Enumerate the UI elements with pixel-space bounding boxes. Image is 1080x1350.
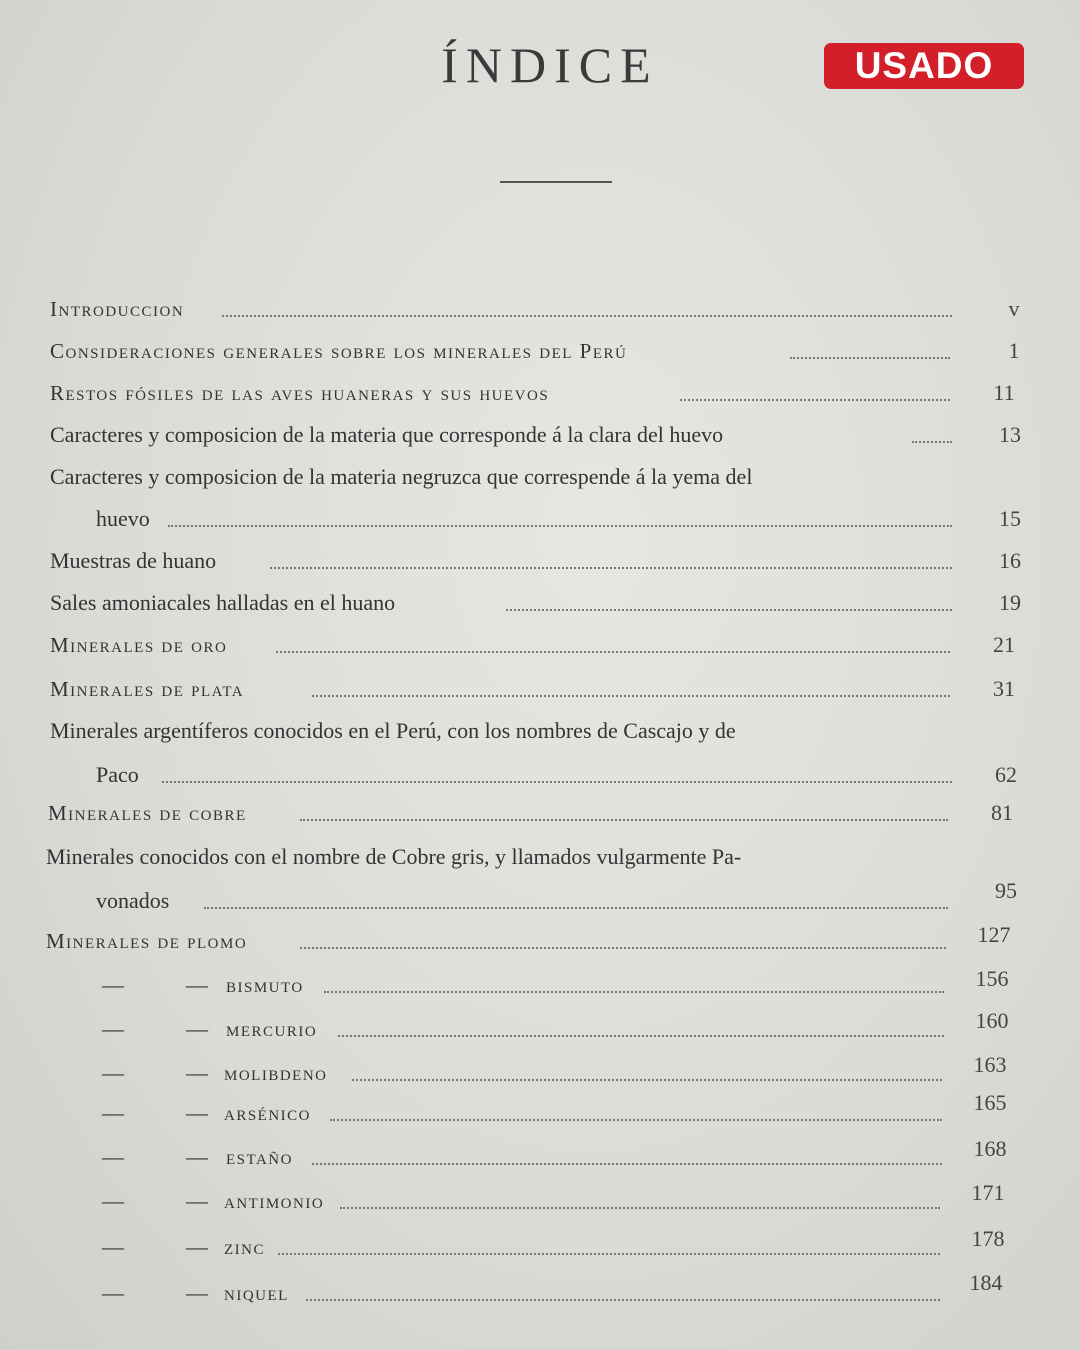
toc-entry-label: Minerales de oro xyxy=(50,633,228,657)
dot-leader xyxy=(790,357,950,359)
dot-leader xyxy=(276,651,950,653)
toc-entry-page: 15 xyxy=(999,506,1021,531)
toc-entry-label: molibdeno xyxy=(224,1061,328,1085)
toc-entry-continuation xyxy=(0,760,1080,790)
ditto-dash: — xyxy=(102,972,124,997)
toc-entry-label: antimonio xyxy=(224,1189,325,1213)
toc-entry-label: mercurio xyxy=(226,1017,318,1041)
toc-entry-page: 81 xyxy=(991,800,1013,825)
toc-entry xyxy=(0,922,1080,956)
ditto-dash: — xyxy=(102,1100,124,1125)
ditto-dash: — xyxy=(102,1280,124,1305)
toc-sub-entry xyxy=(0,1090,1080,1128)
dot-leader xyxy=(506,609,952,611)
ditto-dash: — xyxy=(102,1060,124,1085)
toc-sub-entry xyxy=(0,1136,1080,1172)
toc-sub-entry xyxy=(0,1226,1080,1262)
dot-leader xyxy=(312,1163,942,1165)
toc-entry-page: 19 xyxy=(999,590,1021,615)
dot-leader xyxy=(312,695,950,697)
toc-entry xyxy=(0,798,1080,828)
toc-entry-label: Introduccion xyxy=(50,297,185,321)
toc-entry-page: 31 xyxy=(993,676,1015,701)
toc-entry xyxy=(0,716,1080,746)
dot-leader xyxy=(270,567,952,569)
toc-entry-label: niquel xyxy=(224,1281,289,1305)
dot-leader xyxy=(352,1079,942,1081)
toc-entry-label: Minerales de plomo xyxy=(46,929,248,953)
ditto-dash: — xyxy=(186,1188,208,1213)
toc-entry-page: 171 xyxy=(971,1180,1005,1205)
toc-entry-continuation xyxy=(0,504,1080,534)
toc-entry-page: 156 xyxy=(975,966,1009,991)
toc-entry xyxy=(0,420,1080,450)
toc-entry-label: Minerales de cobre xyxy=(48,801,247,825)
toc-entry-label: Sales amoniacales halladas en el huano xyxy=(50,590,396,615)
toc-entry xyxy=(0,630,1080,660)
ditto-dash: — xyxy=(186,1234,208,1259)
ditto-dash: — xyxy=(102,1234,124,1259)
ditto-dash: — xyxy=(186,1060,208,1085)
dot-leader xyxy=(338,1035,944,1037)
toc-entry-page: 21 xyxy=(993,632,1015,657)
dot-leader xyxy=(204,907,948,909)
toc-entry-page: 165 xyxy=(973,1090,1007,1115)
toc-entry xyxy=(0,546,1080,576)
toc-entry-page: 13 xyxy=(999,422,1021,447)
dot-leader xyxy=(300,819,948,821)
dot-leader xyxy=(680,399,950,401)
toc-entry-page: 160 xyxy=(975,1008,1009,1033)
dot-leader xyxy=(278,1253,940,1255)
toc-entry-page: 178 xyxy=(971,1226,1005,1251)
toc-entry-label: Consideraciones generales sobre los minerales del Perú xyxy=(50,339,628,363)
ditto-dash: — xyxy=(186,972,208,997)
toc-entry xyxy=(0,378,1080,408)
toc-entry-label: Minerales conocidos con el nombre de Cobre gris, y llamados vulgarmente Pa- xyxy=(46,844,742,869)
toc-entry xyxy=(0,294,1080,324)
ditto-dash: — xyxy=(186,1144,208,1169)
toc-entry-label: zinc xyxy=(224,1235,265,1259)
toc-entry-page: 95 xyxy=(995,878,1017,903)
toc-entry-continuation xyxy=(0,878,1080,916)
page-title: ÍNDICE xyxy=(441,37,659,93)
toc-entry xyxy=(0,588,1080,618)
toc-entry-page: 168 xyxy=(973,1136,1007,1161)
ditto-dash: — xyxy=(102,1144,124,1169)
toc-entry-label: arsénico xyxy=(224,1101,312,1125)
ditto-dash: — xyxy=(186,1280,208,1305)
dot-leader xyxy=(330,1119,942,1121)
toc-entry-label: Caracteres y composicion de la materia que corresponde á la clara del huevo xyxy=(50,422,724,447)
toc-entry xyxy=(0,674,1080,704)
toc-entry-label: vonados xyxy=(96,888,170,913)
title-divider xyxy=(500,181,612,183)
dot-leader xyxy=(324,991,944,993)
toc-sub-entry xyxy=(0,1052,1080,1088)
ditto-dash: — xyxy=(186,1016,208,1041)
toc-entry-page: 1 xyxy=(1008,338,1020,363)
toc-entry-page: 62 xyxy=(995,762,1017,787)
toc-entry-label: Caracteres y composicion de la materia negruzca que correspende á la yema del xyxy=(50,464,753,489)
toc-sub-entry xyxy=(0,1008,1080,1044)
toc-entry-label: bismuto xyxy=(226,973,304,997)
ditto-dash: — xyxy=(102,1016,124,1041)
toc-sub-entry xyxy=(0,1180,1080,1216)
toc-entry-page: v xyxy=(1008,296,1020,321)
ditto-dash: — xyxy=(186,1100,208,1125)
toc-entry-label: Minerales argentíferos conocidos en el Perú, con los nombres de Cascajo y de xyxy=(50,718,736,743)
toc-entry-page: 163 xyxy=(973,1052,1007,1077)
dot-leader xyxy=(168,525,952,527)
dot-leader xyxy=(912,441,952,443)
toc-entry-label: estaño xyxy=(226,1145,293,1169)
toc-entry-page: 184 xyxy=(969,1270,1003,1295)
toc-entry-label: Minerales de plata xyxy=(50,677,245,701)
toc-entry-label: Restos fósiles de las aves huaneras y sus huevos xyxy=(50,381,550,405)
dot-leader xyxy=(300,947,946,949)
toc-sub-entry xyxy=(0,966,1080,1000)
toc-entry-page: 127 xyxy=(977,922,1011,947)
used-badge: USADO xyxy=(824,43,1024,89)
toc-entry-label: Paco xyxy=(96,762,139,787)
toc-entry xyxy=(0,336,1080,366)
dot-leader xyxy=(340,1207,940,1209)
toc-entry-page: 11 xyxy=(993,380,1015,405)
toc-entry-label: huevo xyxy=(96,506,150,531)
toc-sub-entry xyxy=(0,1270,1080,1308)
dot-leader xyxy=(162,781,952,783)
toc-entry-label: Muestras de huano xyxy=(50,548,217,573)
toc-entry-page: 16 xyxy=(999,548,1021,573)
toc-entry xyxy=(0,462,1080,492)
toc-entry xyxy=(0,842,1080,872)
dot-leader xyxy=(306,1299,940,1301)
ditto-dash: — xyxy=(102,1188,124,1213)
dot-leader xyxy=(222,315,952,317)
